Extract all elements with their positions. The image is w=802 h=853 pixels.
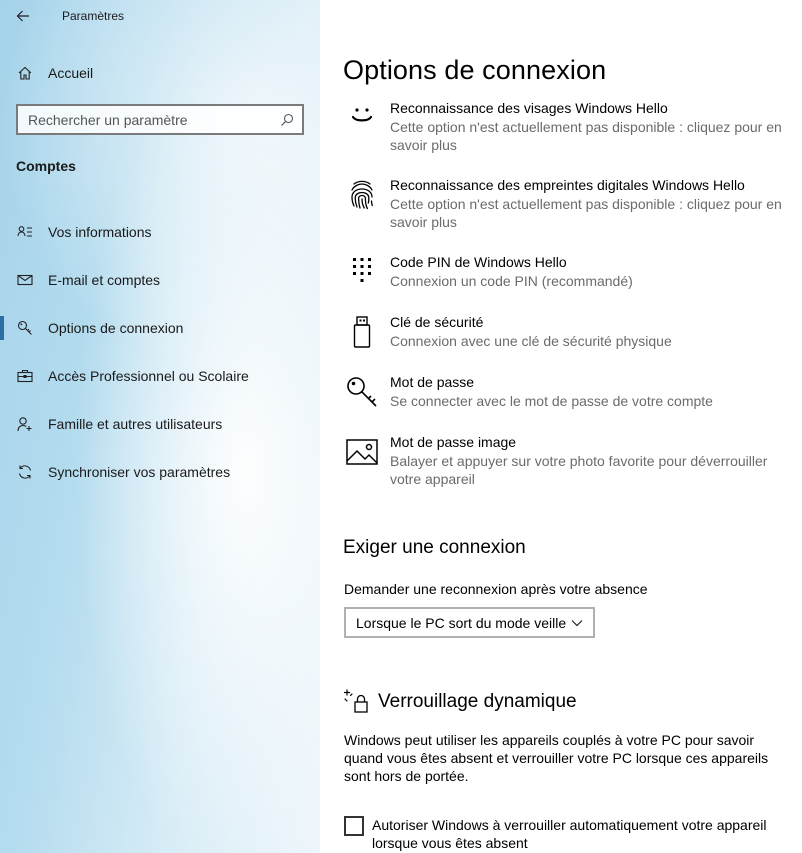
dynamic-lock-checkbox-label: Autoriser Windows à verrouiller automatiquement votre appareil lorsque vous êtes absent bbox=[372, 817, 767, 851]
dynamic-lock-checkbox-row[interactable] bbox=[344, 816, 796, 852]
search-icon bbox=[280, 113, 294, 127]
sync-icon bbox=[16, 463, 34, 481]
option-security-key[interactable] bbox=[342, 313, 802, 353]
sidebar-item-synchroniser[interactable] bbox=[0, 448, 320, 496]
back-arrow-icon bbox=[15, 8, 31, 24]
sidebar-nav bbox=[0, 208, 320, 496]
sidebar-item-label: Synchroniser vos paramètres bbox=[48, 464, 231, 480]
search-input[interactable] bbox=[18, 112, 268, 128]
option-description: Connexion avec une clé de sécurité physique bbox=[390, 333, 672, 349]
option-picture-password[interactable] bbox=[342, 433, 802, 488]
main-content bbox=[320, 0, 802, 853]
dynamic-lock-description: Windows peut utiliser les appareils couplés à votre PC pour savoir quand vous êtes absent et verrouiller votre PC lorsque ces appareils sont hors de portée. bbox=[344, 732, 769, 784]
sidebar-item-famille[interactable] bbox=[0, 400, 320, 448]
picture-icon bbox=[342, 433, 382, 473]
dynamic-lock-heading bbox=[342, 688, 577, 716]
dynamic-lock-title: Verrouillage dynamique bbox=[378, 691, 577, 712]
add-user-icon bbox=[16, 415, 34, 433]
usb-key-icon bbox=[342, 313, 382, 353]
briefcase-icon bbox=[16, 367, 34, 385]
option-description: Se connecter avec le mot de passe de votre compte bbox=[390, 393, 713, 409]
sidebar-item-label: Accueil bbox=[48, 65, 94, 81]
dropdown-value: Lorsque le PC sort du mode veille bbox=[356, 614, 567, 631]
face-icon bbox=[342, 99, 382, 139]
option-title: Reconnaissance des visages Windows Hello bbox=[390, 100, 668, 116]
option-title: Mot de passe image bbox=[390, 434, 517, 450]
password-key-icon bbox=[342, 373, 382, 413]
fingerprint-icon bbox=[342, 176, 382, 216]
option-description: Cette option n'est actuellement pas disponible : cliquez pour en savoir plus bbox=[390, 119, 782, 153]
search-box[interactable] bbox=[16, 104, 304, 135]
sidebar-item-acces-professionnel[interactable] bbox=[0, 352, 320, 400]
sidebar-item-home[interactable] bbox=[0, 58, 320, 88]
section-title: Comptes bbox=[16, 158, 76, 174]
chevron-down-icon bbox=[571, 617, 583, 629]
app-title: Paramètres bbox=[62, 9, 125, 23]
dynamic-lock-icon bbox=[342, 688, 372, 716]
option-description: Balayer et appuyer sur votre photo favorite pour déverrouiller votre appareil bbox=[390, 453, 768, 487]
option-password[interactable] bbox=[342, 373, 802, 413]
option-title: Reconnaissance des empreintes digitales Windows Hello bbox=[390, 177, 745, 193]
option-description: Cette option n'est actuellement pas disponible : cliquez pour en savoir plus bbox=[390, 196, 782, 230]
page-title: Options de connexion bbox=[343, 55, 607, 85]
sidebar-item-label: Accès Professionnel ou Scolaire bbox=[48, 368, 249, 384]
option-description: Connexion un code PIN (recommandé) bbox=[390, 273, 633, 289]
sidebar-item-options-connexion[interactable] bbox=[0, 304, 320, 352]
sidebar-item-label: E-mail et comptes bbox=[48, 272, 161, 288]
sidebar-item-email-comptes[interactable] bbox=[0, 256, 320, 304]
option-pin[interactable] bbox=[342, 253, 802, 293]
require-signin-label: Demander une reconnexion après votre absence bbox=[344, 581, 648, 597]
option-title: Mot de passe bbox=[390, 374, 475, 390]
option-title: Clé de sécurité bbox=[390, 314, 484, 330]
option-title: Code PIN de Windows Hello bbox=[390, 254, 567, 270]
back-button[interactable] bbox=[0, 0, 46, 32]
home-icon bbox=[16, 64, 34, 82]
pin-keypad-icon bbox=[342, 253, 382, 293]
option-face-recognition[interactable] bbox=[342, 99, 802, 154]
key-icon bbox=[16, 319, 34, 337]
sidebar-item-vos-informations[interactable] bbox=[0, 208, 320, 256]
require-signin-dropdown[interactable] bbox=[344, 607, 595, 638]
sidebar-item-label: Famille et autres utilisateurs bbox=[48, 416, 223, 432]
sidebar-item-label: Options de connexion bbox=[48, 320, 184, 336]
option-fingerprint[interactable] bbox=[342, 176, 802, 231]
user-info-icon bbox=[16, 223, 34, 241]
sidebar-item-label: Vos informations bbox=[48, 224, 152, 240]
sidebar bbox=[0, 0, 320, 853]
mail-icon bbox=[16, 271, 34, 289]
title-bar bbox=[0, 0, 320, 32]
require-signin-heading: Exiger une connexion bbox=[343, 537, 526, 558]
dynamic-lock-checkbox[interactable] bbox=[344, 816, 364, 836]
